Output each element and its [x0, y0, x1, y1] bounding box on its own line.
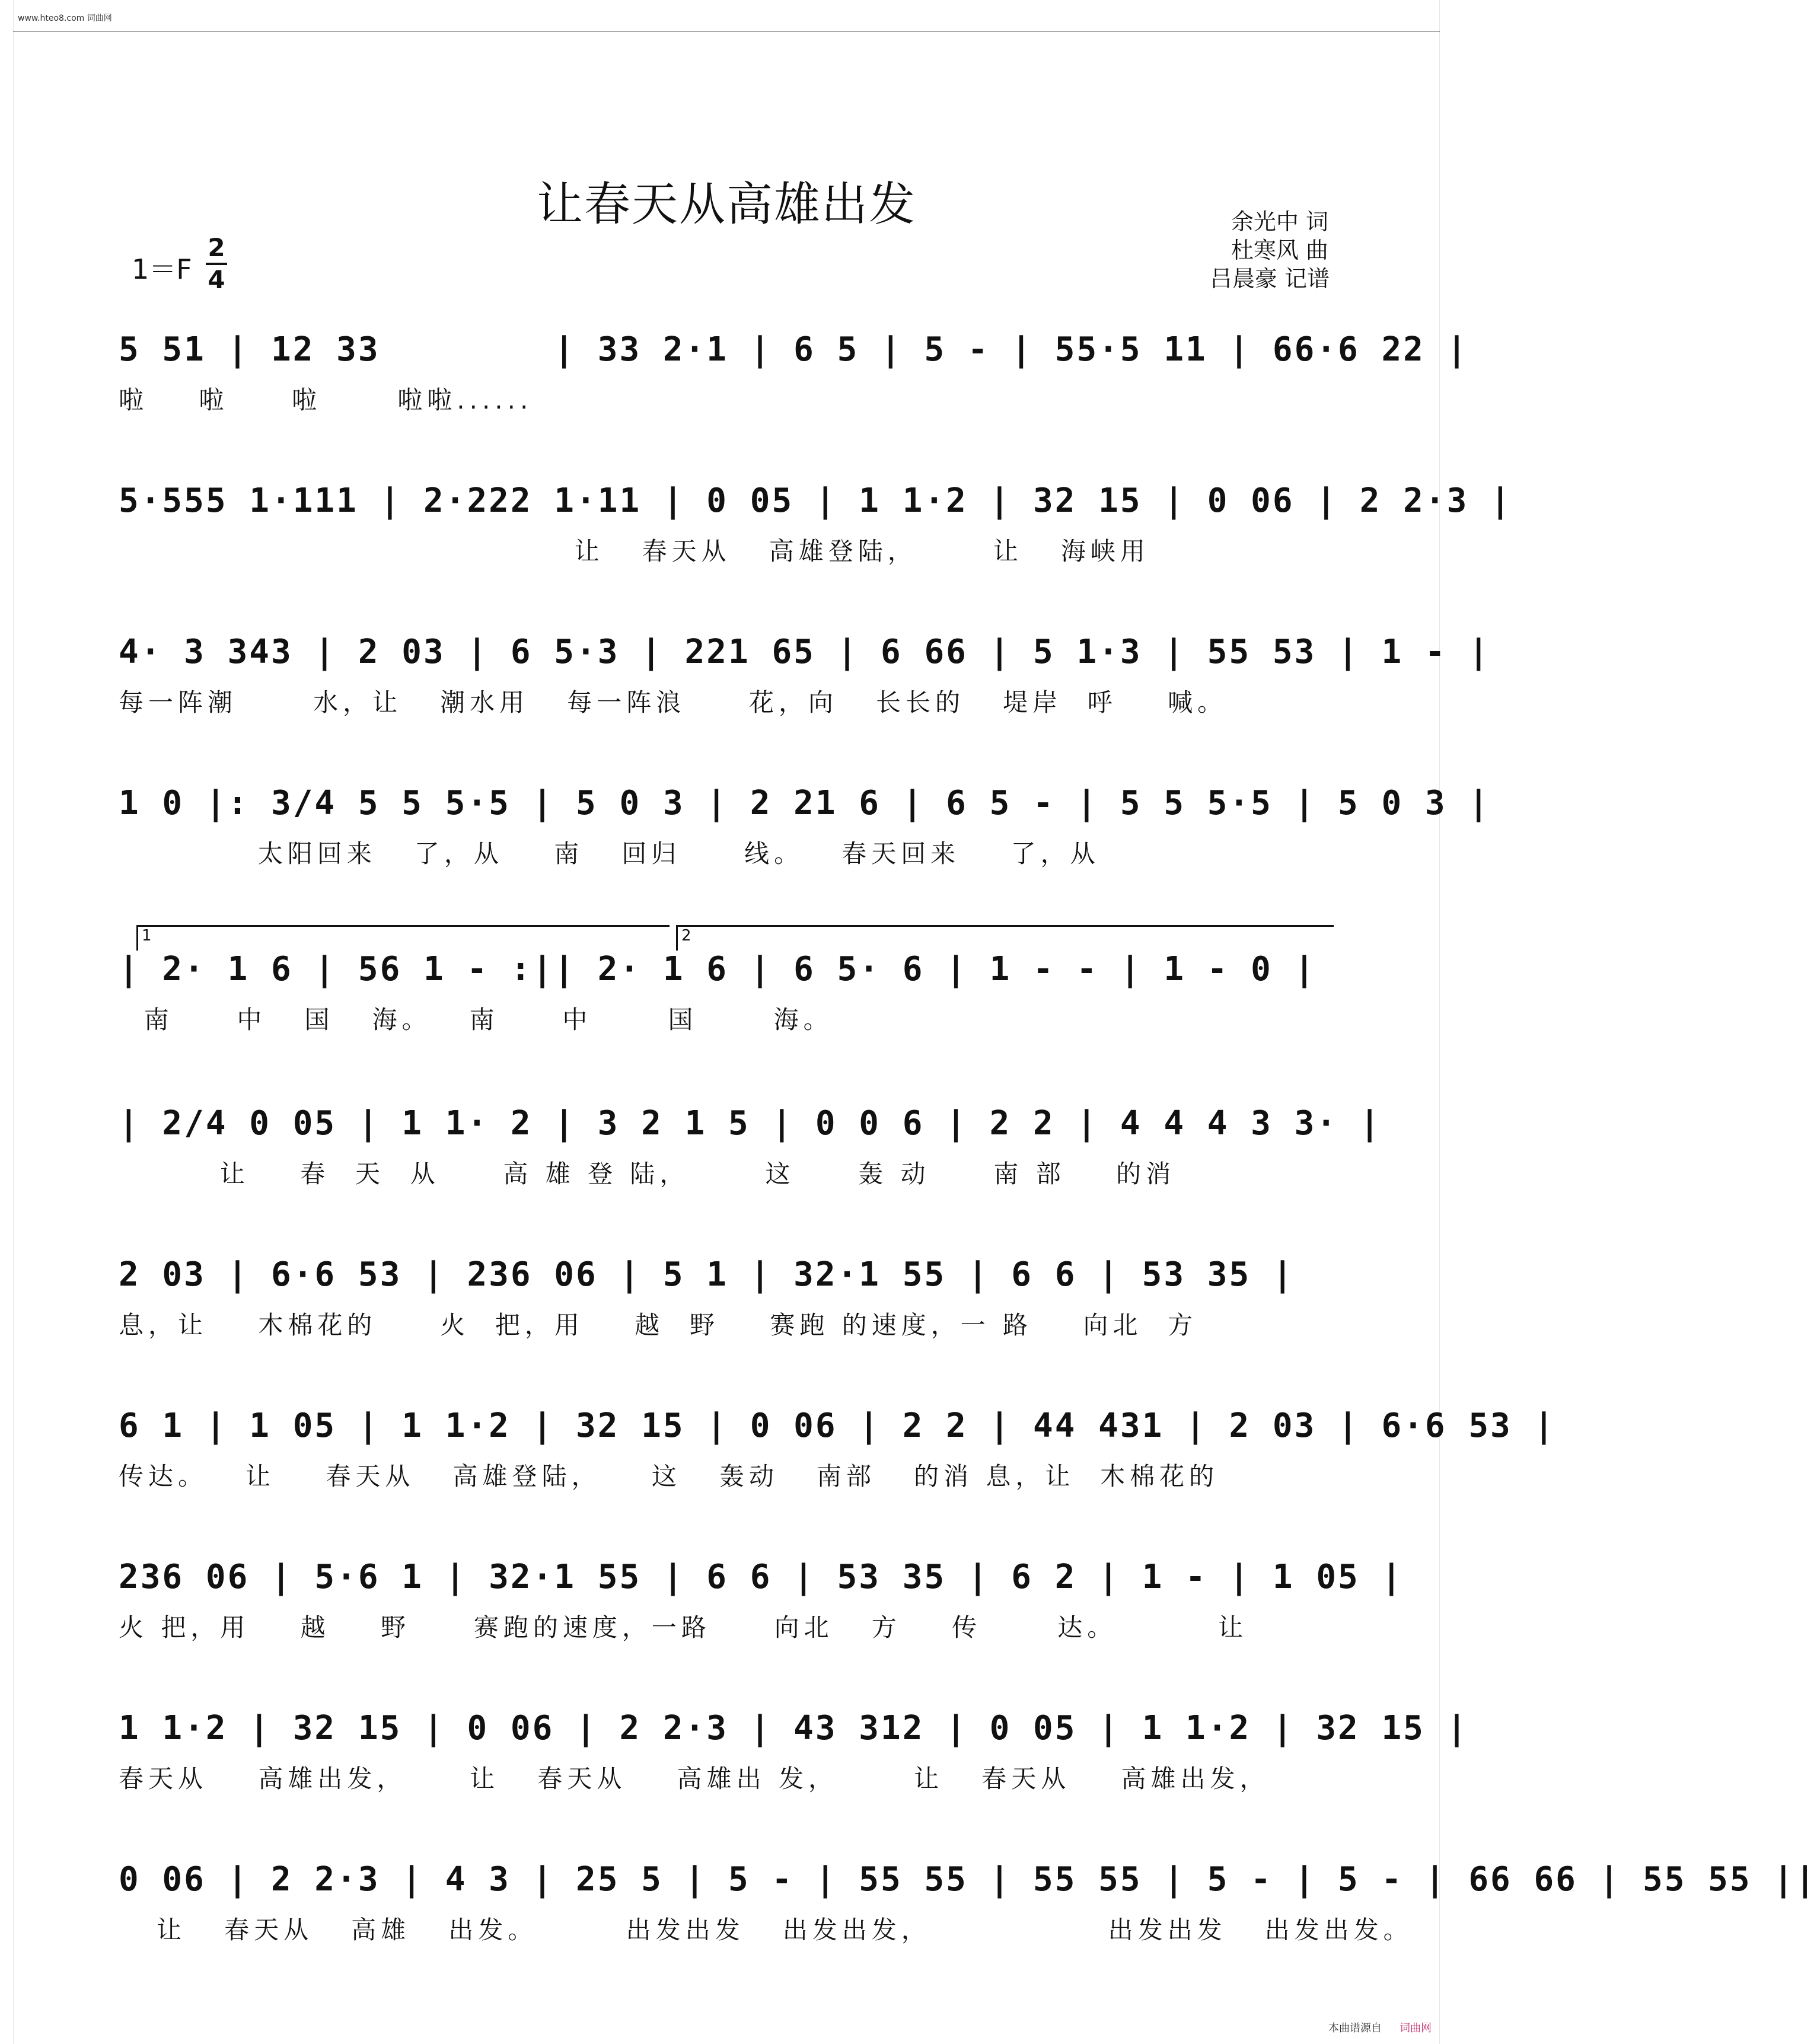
- notation-line: [119, 1702, 1469, 1755]
- notation-line: [119, 943, 1334, 996]
- notation-text: 5·555 1·111 | 2·222 1·11 | 0 05 | 1 1·2 | 32 15 | 0 06 | 2 2·3 |: [119, 481, 1512, 520]
- notation-text: 1 0 |: 3/4 5 5 5·5 | 5 0 3 | 2 21 6 | 6 5 - | 5 5 5·5 | 5 0 3 |: [119, 784, 1491, 822]
- lyrics-line: 让 春 天 从 高 雄 登 陆， 这 轰 动 南 部 的消: [119, 1159, 1176, 1188]
- notation-line: [119, 1551, 1404, 1604]
- notation-text: 0 06 | 2 2·3 | 4 3 | 25 5 | 5 - | 55 55 | 55 55 | 5 - | 5 - | 66 66 | 55 55 ||: [119, 1860, 1817, 1899]
- first-ending-bracket: 1: [136, 925, 670, 951]
- time-signature: [205, 234, 228, 294]
- credit-composer: 杜寒风 曲: [1231, 237, 1328, 263]
- lyrics-line: 火 把，用 越 野 赛跑的速度，一路 向北 方 传 达。 让: [119, 1613, 1248, 1642]
- notation-text: | 2· 1 6 | 56 1 - :|| 2· 1 6 | 6 5· 6 | 1 - - | 1 - 0 |: [119, 950, 1316, 988]
- notation-line: [119, 777, 1491, 830]
- second-ending-bracket: 2: [676, 925, 1334, 951]
- credit-lyricist: 余光中 词: [1231, 209, 1328, 235]
- score-system: [119, 1702, 1469, 1838]
- credit-transcriber: 吕晨豪 记谱: [1210, 266, 1330, 292]
- lyrics-line: 啦 啦 啦 啦啦......: [119, 385, 533, 414]
- lyrics-line: 让 春天从 高雄登陆， 让 海峡用: [119, 537, 1150, 566]
- lyrics-line: 南 中 国 海。 南 中 国 海。: [119, 1005, 833, 1034]
- notation-line: [119, 1399, 1556, 1453]
- lyrics-line: 让 春天从 高雄 出发。 出发出发 出发出发， 出发出发 出发出发。: [119, 1915, 1413, 1944]
- score-system: [119, 1853, 1817, 1989]
- notation-text: 1 1·2 | 32 15 | 0 06 | 2 2·3 | 43 312 | 0 05 | 1 1·2 | 32 15 |: [119, 1709, 1469, 1748]
- score-system: [119, 474, 1512, 611]
- notation-text: | 2/4 0 05 | 1 1· 2 | 3 2 1 5 | 0 0 6 | 2 2 | 4 4 4 3 3· |: [119, 1104, 1382, 1143]
- score-system: [119, 626, 1491, 762]
- notation-text: 5 51 | 12 33 | 33 2·1 | 6 5 | 5 - | 55·5 11 | 66·6 22 |: [119, 330, 1469, 369]
- footer-brand: 词曲网: [1400, 2022, 1432, 2035]
- left-margin-strip: [0, 0, 14, 2044]
- notation-text: 4· 3 343 | 2 03 | 6 5·3 | 221 65 | 6 66 | 5 1·3 | 55 53 | 1 - |: [119, 633, 1491, 671]
- notation-line: [119, 1853, 1817, 1906]
- notation-line: [119, 1097, 1382, 1150]
- time-signature-bottom: 4: [208, 265, 225, 294]
- score-system: [119, 1551, 1404, 1687]
- key-signature: 1＝F: [132, 253, 192, 285]
- score-system: [119, 1097, 1382, 1233]
- credits: [1210, 208, 1328, 293]
- notation-line: [119, 626, 1491, 679]
- song-title: 让春天从高雄出发: [536, 178, 916, 231]
- score-system: [119, 1248, 1334, 1385]
- lyrics-line: 传达。 让 春天从 高雄登陆， 这 轰动 南部 的消 息，让 木棉花的: [119, 1462, 1219, 1491]
- score-system: [119, 323, 1469, 460]
- notation-line: [119, 474, 1512, 528]
- notation-line: [119, 323, 1469, 377]
- notation-text: 2 03 | 6·6 53 | 236 06 | 5 1 | 32·1 55 | 6 6 | 53 35 |: [119, 1255, 1295, 1294]
- score-system: [119, 927, 1334, 1079]
- notation-text: 6 1 | 1 05 | 1 1·2 | 32 15 | 0 06 | 2 2 | 44 431 | 2 03 | 6·6 53 |: [119, 1407, 1556, 1445]
- notation-text: 236 06 | 5·6 1 | 32·1 55 | 6 6 | 53 35 | 6 2 | 1 - | 1 05 |: [119, 1558, 1404, 1596]
- lyrics-line: 春天从 高雄出发， 让 春天从 高雄出 发， 让 春天从 高雄出发，: [119, 1764, 1270, 1793]
- score-system: [119, 1399, 1556, 1536]
- lyrics-line: 息，让 木棉花的 火 把，用 越 野 赛跑 的速度，一 路 向北 方: [119, 1310, 1198, 1340]
- score-system: [119, 777, 1491, 913]
- time-signature-top: 2: [208, 233, 225, 262]
- notation-line: [119, 1248, 1334, 1302]
- lyrics-line: 每一阵潮 水，让 潮水用 每一阵浪 花，向 长长的 堤岸 呼 喊。: [119, 688, 1228, 717]
- site-header: www.hteo8.com 词曲网: [18, 14, 112, 23]
- lyrics-line: 太阳回来 了，从 南 回归 线。 春天回来 了，从: [119, 839, 1100, 868]
- footer-note: 本曲谱源自: [1328, 2022, 1382, 2035]
